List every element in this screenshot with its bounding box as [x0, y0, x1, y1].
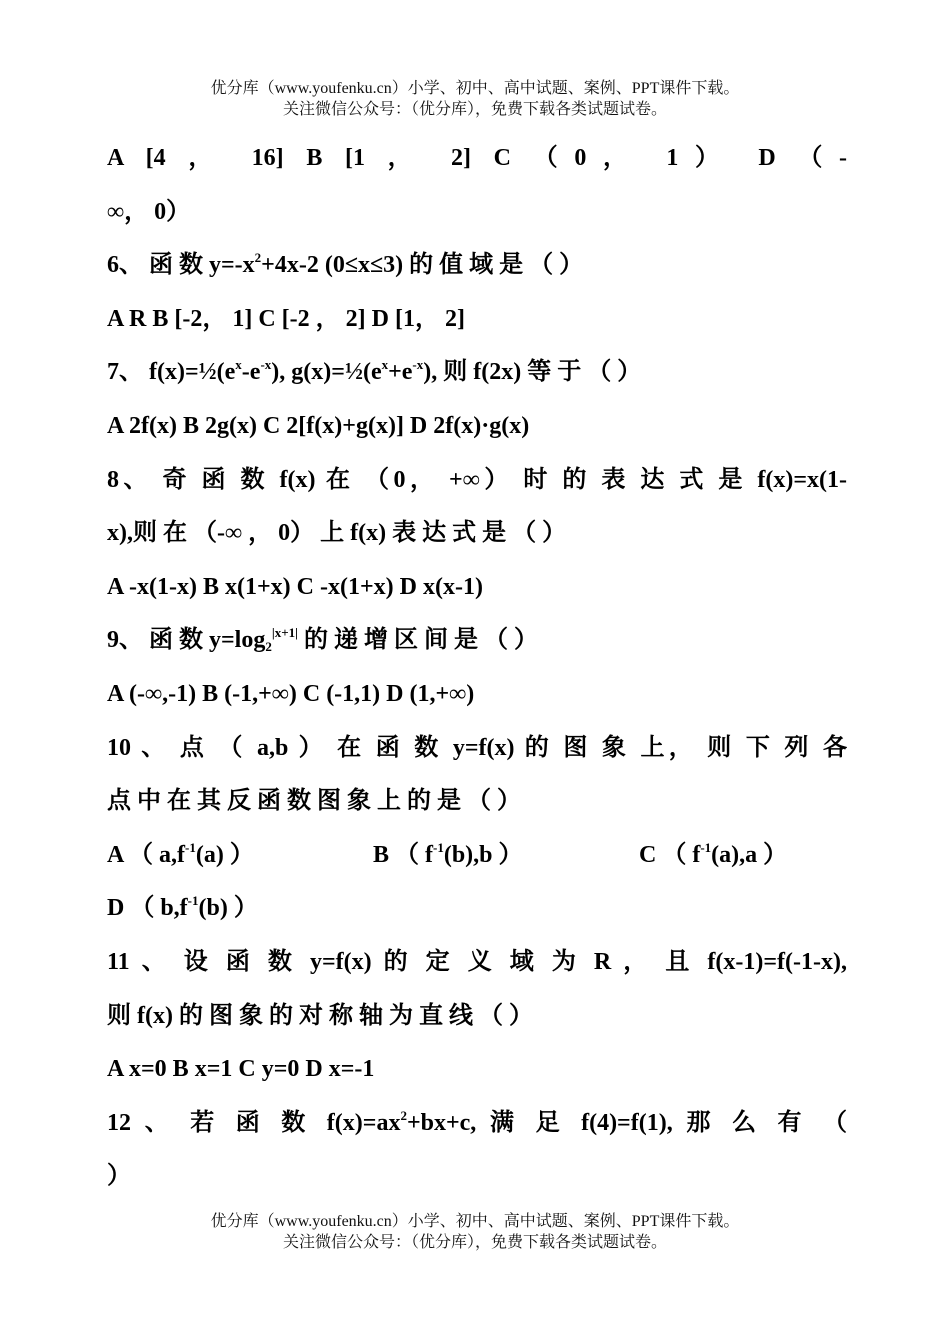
q10-option-c	[639, 829, 787, 883]
q9-options: A (-∞,-1) B (-1,+∞) C (-1,1) D (1,+∞)	[107, 680, 475, 707]
page-header	[0, 78, 950, 120]
q7-options: A 2f(x) B 2g(x) C 2[f(x)+g(x)] D 2f(x)·g(x)	[107, 412, 530, 439]
question-body	[107, 132, 847, 1204]
q12-stem-part: 12 、 若 函 数 f(x)=ax	[107, 1109, 401, 1136]
q8-options: A -x(1-x) B x(1+x) C -x(1+x) D x(x-1)	[107, 573, 483, 600]
q10-option-a-part: A （ a,f	[107, 841, 185, 868]
q6-options: A R B [-2， 1] C [-2 ， 2] D [1， 2]	[107, 305, 465, 332]
q10-stem-line-2: 点 中 在 其 反 函 数 图 象 上 的 是 （ ）	[107, 788, 521, 815]
q11-options: A x=0 B x=1 C y=0 D x=-1	[107, 1056, 375, 1083]
q10-option-c-part: (a),a ）	[711, 841, 788, 868]
q10-option-b-part: (b),b ）	[443, 841, 523, 868]
q10-option-d-part: (b) ）	[198, 895, 258, 922]
q9-stem	[107, 614, 847, 668]
q8-stem-line-1: 8、 奇 函 数 f(x) 在 （0， +∞） 时 的 表 达 式 是 f(x)=x(1-	[107, 466, 847, 493]
q10-option-d	[107, 882, 847, 936]
page-footer	[0, 1211, 950, 1253]
q12-stem-sup: 2	[400, 1107, 407, 1123]
footer-line-2: 关注微信公众号：（优分库），免费下载各类试题试卷。	[282, 1234, 667, 1251]
q12-stem-line-2: ）	[107, 1163, 131, 1190]
q12-stem-line-1	[107, 1097, 847, 1151]
q11-stem-line-1: 11 、 设 函 数 y=f(x) 的 定 义 域 为 R ， 且 f(x-1)=f(-1-x),	[107, 948, 847, 975]
q12-stem-part: +bx+c, 满 足 f(4)=f(1), 那 么 有 （	[406, 1109, 847, 1136]
q10-option-d-sup: -1	[187, 893, 199, 909]
q9-stem-part: 9、 函 数 y=log	[107, 627, 266, 654]
q5-options-line-1: A [4 ， 16] B [1 ， 2] C （0， 1） D （-	[107, 145, 847, 171]
q7-stem-part: 7、 f(x)=½(e	[107, 359, 236, 386]
q8-stem-line-2: x),则 在 （-∞ ， 0） 上 f(x) 表 达 式 是 （ ）	[107, 520, 567, 547]
q10-option-b-part: B （ f	[373, 841, 433, 868]
q10-option-b-sup: -1	[433, 839, 444, 855]
footer-line-1: 优分库（www.youfenku.cn）小学、初中、高中试题、案例、PPT课件下载。	[210, 1213, 740, 1230]
q6-stem-part: +4x-2 (0≤x≤3) 的 值 域 是 （ ）	[261, 252, 584, 279]
q10-option-a-sup: -1	[185, 839, 196, 855]
q6-stem-part: 6、 函 数 y=-x	[107, 252, 255, 279]
header-line-2: 关注微信公众号：（优分库），免费下载各类试题试卷。	[282, 101, 667, 118]
q6-stem-sup: 2	[254, 250, 262, 266]
q10-stem-line-1: 10 、 点 （ a,b ） 在 函 数 y=f(x) 的 图 象 上， 则 下 列 各	[107, 734, 847, 761]
q6-stem	[107, 239, 847, 293]
q7-stem-part: -e	[241, 359, 261, 386]
q10-option-d-part: D （ b,f	[107, 895, 188, 922]
q7-stem	[107, 346, 847, 400]
q5-options-line-2: ∞， 0）	[107, 198, 191, 225]
q10-option-a-part: (a) ）	[195, 841, 254, 868]
q7-stem-part: +e	[388, 359, 413, 386]
header-line-1: 优分库（www.youfenku.cn）小学、初中、高中试题、案例、PPT课件下载。	[210, 80, 740, 97]
q10-option-a	[107, 829, 373, 883]
q7-stem-sup: -x	[412, 357, 424, 373]
q7-stem-part: ), g(x)=½(e	[271, 359, 382, 386]
q9-stem-part: 的 递 增 区 间 是 （ ）	[297, 627, 538, 654]
q9-stem-sub: 2	[265, 639, 272, 655]
q7-stem-part: ), 则 f(2x) 等 于 （ ）	[423, 359, 642, 386]
q9-stem-sup: |x+1|	[271, 625, 298, 641]
q10-option-c-part: C （ f	[639, 841, 701, 868]
q11-stem-line-2: 则 f(x) 的 图 象 的 对 称 轴 为 直 线 （ ）	[107, 1002, 533, 1029]
q7-stem-sup: x	[235, 357, 242, 373]
q10-options-abc	[107, 829, 847, 883]
q10-option-c-sup: -1	[700, 839, 712, 855]
q7-stem-sup: x	[381, 357, 389, 373]
q10-option-b	[373, 829, 639, 883]
q7-stem-sup: -x	[260, 357, 272, 373]
